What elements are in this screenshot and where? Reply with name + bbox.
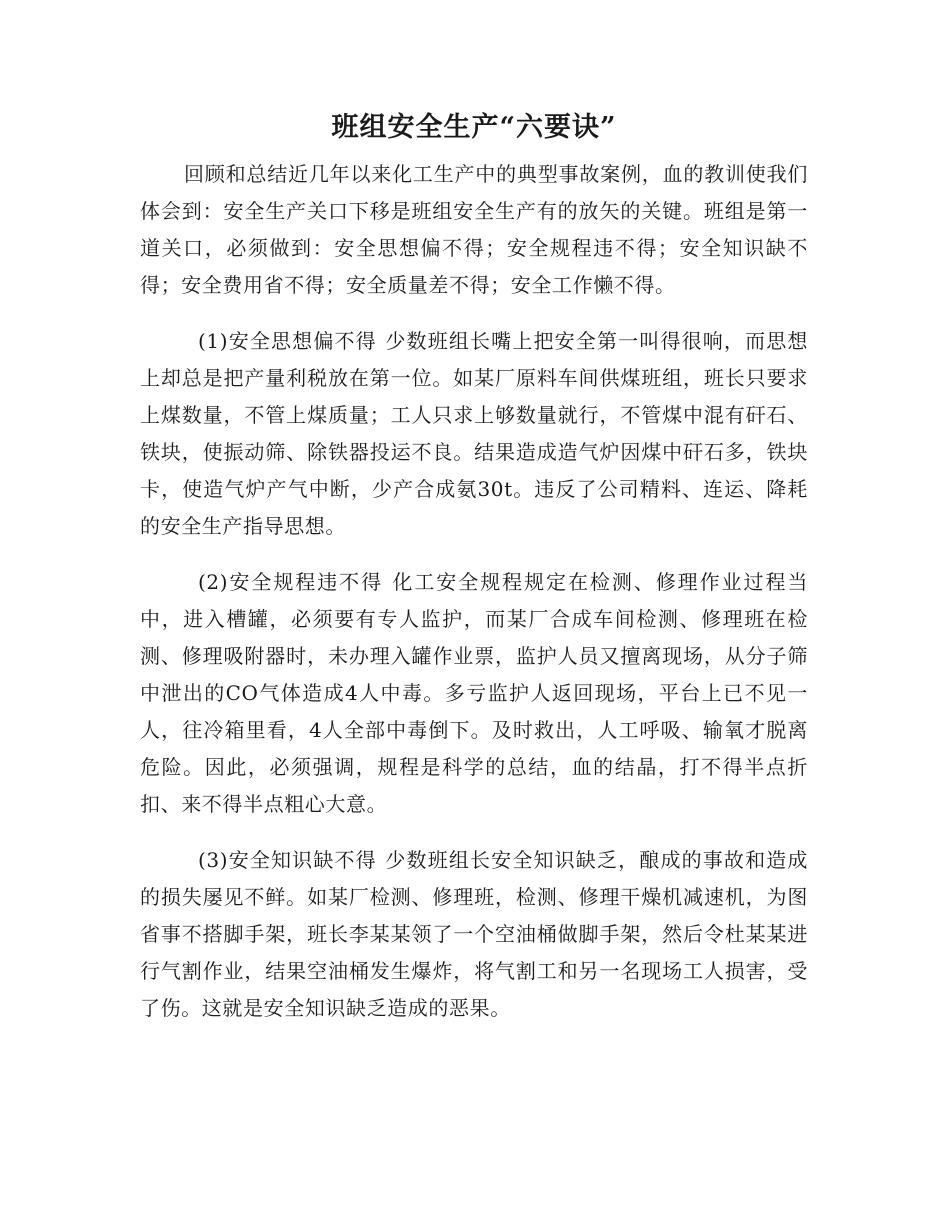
item-body-3: 少数班组长安全知识缺乏，酿成的事故和造成的损失屡见不鲜。如某厂检测、修理班，检测、修理干燥机减速机，为图省事不搭脚手架，班长李某某领了一个空油桶做脚手架，然后令杜某某进行气割作业，结果空油桶发生爆炸，将气割工和另一名现场工人损害，受了伤。这就是安全知识缺乏造成的恶果。	[140, 848, 808, 1020]
item-heading-2: (2)安全规程违不得	[198, 570, 384, 594]
item-heading-1: (1)安全思想偏不得	[198, 329, 377, 353]
item-paragraph-1	[140, 323, 808, 545]
item-heading-3: (3)安全知识缺不得	[198, 848, 377, 872]
item-paragraph-3	[140, 842, 808, 1027]
document-title: 班组安全生产“六要诀”	[331, 112, 617, 143]
item-paragraph-2	[140, 564, 808, 823]
document-page	[140, 108, 808, 1027]
item-body-2: 化工安全规程规定在检测、修理作业过程当中，进入槽罐，必须要有专人监护，而某厂合成车间检测、修理班在检测、修理吸附器时，未办理入罐作业票，监护人员又擅离现场，从分子筛中泄出的CO气体造成4人中毒。多亏监护人返回现场，平台上已不见一人，往冷箱里看，4人全部中毒倒下。及时救出，人工呼吸、输氧才脱离危险。因此，必须强调，规程是科学的总结，血的结晶，打不得半点折扣、来不得半点粗心大意。	[140, 570, 808, 816]
item-body-1: 少数班组长嘴上把安全第一叫得很响，而思想上却总是把产量利税放在第一位。如某厂原料车间供煤班组，班长只要求上煤数量，不管上煤质量；工人只求上够数量就行，不管煤中混有矸石、铁块，使振动筛、除铁器投运不良。结果造成造气炉因煤中矸石多，铁块卡，使造气炉产气中断，少产合成氨30t。违反了公司精料、连运、降耗的安全生产指导思想。	[140, 329, 808, 538]
intro-paragraph: 回顾和总结近几年以来化工生产中的典型事故案例，血的教训使我们体会到：安全生产关口下移是班组安全生产有的放矢的关键。班组是第一道关口，必须做到：安全思想偏不得；安全规程违不得；安全知识缺不得；安全费用省不得；安全质量差不得；安全工作懒不得。	[140, 162, 808, 297]
